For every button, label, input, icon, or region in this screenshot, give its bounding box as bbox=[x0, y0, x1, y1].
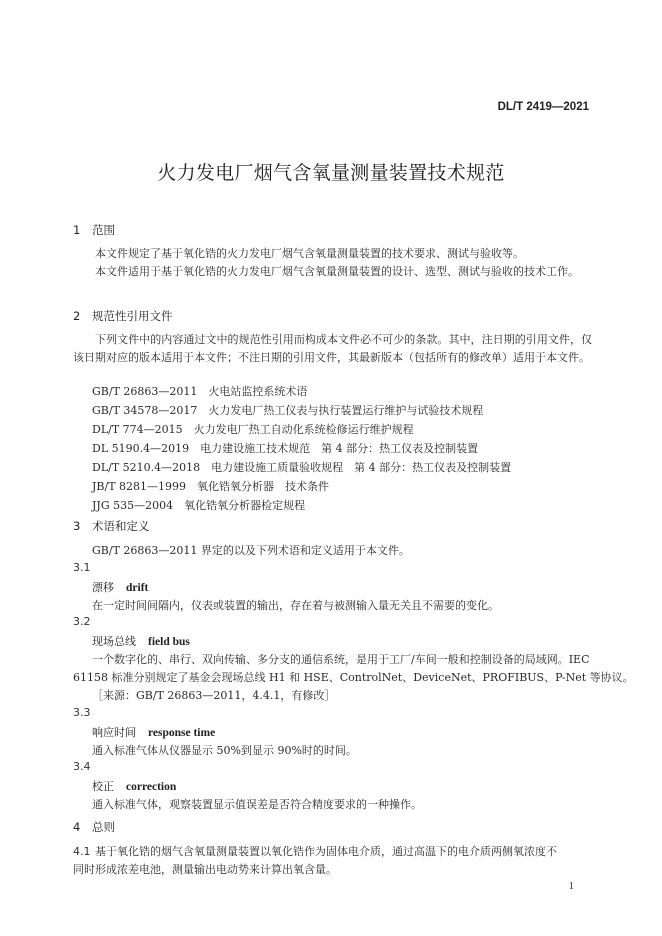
term-zh: 现场总线 bbox=[92, 635, 136, 648]
term-heading bbox=[92, 579, 148, 595]
reference-item: JJG 535—2004 氧化锆氧分析器检定规程 bbox=[92, 499, 306, 512]
clause-text: 基于氧化锆的烟气含氧量测量装置以氧化锆作为固体电介质，通过高温下的电介质两侧氧浓度不 bbox=[95, 845, 557, 858]
term-number: 3.1 bbox=[73, 561, 91, 574]
reference-item: GB/T 26863—2011 火电站监控系统术语 bbox=[92, 385, 308, 398]
term-zh: 响应时间 bbox=[92, 726, 136, 739]
section-title: 范围 bbox=[92, 223, 115, 237]
term-heading bbox=[92, 633, 190, 649]
clause-number: 4.1 bbox=[73, 845, 91, 858]
reference-item: GB/T 34578—2017 火力发电厂热工仪表与执行装置运行维护与试验技术规程 bbox=[92, 404, 484, 417]
term-en: drift bbox=[126, 582, 149, 594]
term-number: 3.3 bbox=[73, 706, 91, 719]
reference-item: DL/T 774—2015 火力发电厂热工自动化系统检修运行维护规程 bbox=[92, 423, 414, 436]
term-definition: 通入标准气体从仪器显示 50%到显示 90%时的时间。 bbox=[92, 744, 357, 757]
section-3-intro: GB/T 26863—2011 界定的以及下列术语和定义适用于本文件。 bbox=[92, 544, 410, 557]
term-definition-continued: 61158 标准分别规定了基金会现场总线 H1 和 HSE、ControlNet、DeviceNet、PROFIBUS、P-Net 等协议。 bbox=[73, 671, 634, 684]
term-source: ［来源：GB/T 26863—2011，4.4.1，有修改］ bbox=[92, 689, 336, 702]
section-number: 2 bbox=[73, 309, 81, 323]
term-heading bbox=[92, 724, 215, 740]
section-number: 3 bbox=[73, 519, 81, 533]
section-1-body bbox=[73, 245, 592, 281]
section-number: 4 bbox=[73, 820, 81, 834]
reference-item: DL/T 5210.4—2018 电力建设施工质量验收规程 第 4 部分：热工仪表及控制装置 bbox=[92, 461, 512, 474]
term-zh: 校正 bbox=[92, 780, 114, 793]
term-en: correction bbox=[126, 781, 177, 793]
section-number: 1 bbox=[73, 223, 81, 237]
section-title: 总则 bbox=[92, 820, 115, 834]
clause-4-1-continued: 同时形成浓差电池，测量输出电动势来计算出氧含量。 bbox=[73, 863, 337, 876]
section-2-intro bbox=[73, 331, 592, 367]
term-number: 3.4 bbox=[73, 760, 91, 773]
paragraph: 本文件规定了基于氧化锆的火力发电厂烟气含氧量测量装置的技术要求、测试与验收等。 bbox=[95, 247, 524, 260]
document-code: DL/T 2419—2021 bbox=[497, 101, 589, 113]
term-en: field bus bbox=[148, 636, 190, 648]
term-zh: 漂移 bbox=[92, 581, 114, 594]
term-number: 3.2 bbox=[73, 615, 91, 628]
paragraph: 本文件适用于基于氧化锆的火力发电厂烟气含氧量测量装置的设计、选型、测试与验收的技术工作。 bbox=[95, 265, 579, 278]
section-3-heading bbox=[73, 518, 150, 534]
term-en: response time bbox=[148, 727, 216, 739]
reference-item: JB/T 8281—1999 氧化锆氧分析器 技术条件 bbox=[92, 480, 330, 493]
section-4-heading bbox=[73, 819, 115, 835]
section-title: 规范性引用文件 bbox=[92, 309, 173, 323]
term-definition: 在一定时间间隔内，仪表或装置的输出，存在着与被测输入量无关且不需要的变化。 bbox=[92, 599, 499, 612]
paragraph: 下列文件中的内容通过文中的规范性引用而构成本文件必不可少的条款。其中，注日期的引用文件，仅该日期对应的版本适用于本文件；不注日期的引用文件，其最新版本（包括所有的修改单）适用于本文件。 bbox=[73, 333, 592, 364]
reference-item: DL 5190.4—2019 电力建设施工技术规范 第 4 部分：热工仪表及控制装置 bbox=[92, 442, 479, 455]
section-title: 术语和定义 bbox=[92, 519, 150, 533]
section-2-heading bbox=[73, 308, 173, 324]
section-1-heading bbox=[73, 222, 115, 238]
page-number: 1 bbox=[568, 880, 574, 892]
document-title: 火力发电厂烟气含氧量测量装置技术规范 bbox=[157, 162, 505, 184]
term-definition: 一个数字化的、串行、双向传输、多分支的通信系统，是用于工厂/车间一般和控制设备的局域网。IEC bbox=[92, 653, 590, 666]
term-heading bbox=[92, 778, 176, 794]
term-definition: 通入标准气体，观察装置显示值误差是否符合精度要求的一种操作。 bbox=[92, 798, 422, 811]
clause-4-1 bbox=[73, 843, 557, 859]
